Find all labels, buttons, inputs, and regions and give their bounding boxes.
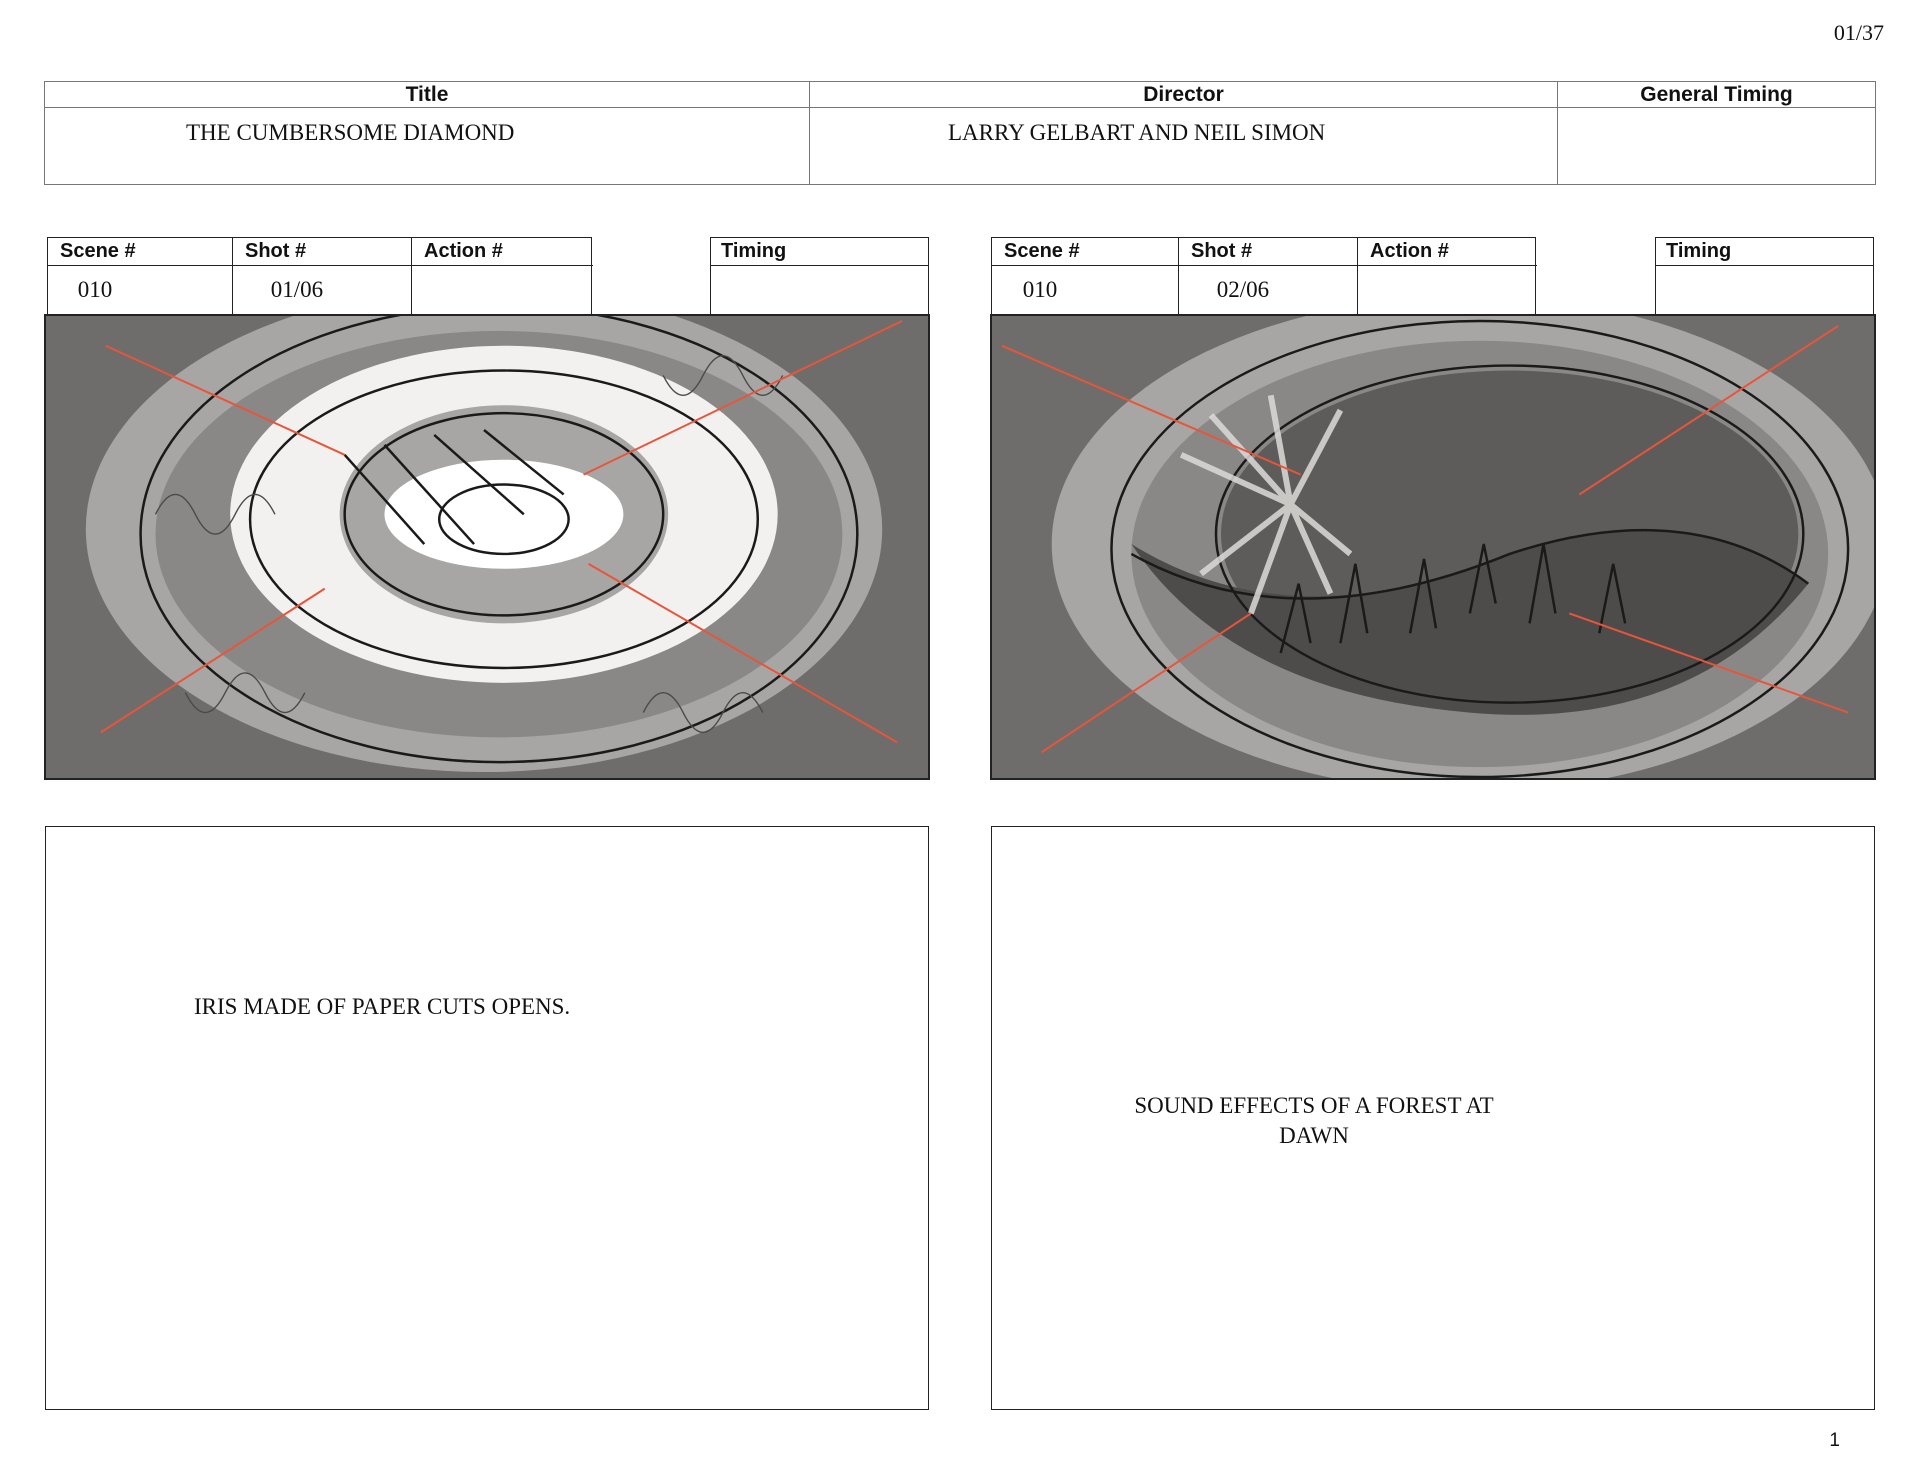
shot-cell xyxy=(232,238,411,315)
iris-opening-sketch xyxy=(992,316,1874,778)
general-timing-label: General Timing xyxy=(1558,82,1875,108)
title-value: THE CUMBERSOME DIAMOND xyxy=(186,120,515,145)
shot-info-table-2 xyxy=(991,237,1536,316)
timing-label: Timing xyxy=(1656,238,1873,266)
shot-label: Shot # xyxy=(1179,238,1357,266)
header-table xyxy=(44,81,1876,185)
director-column xyxy=(809,82,1557,184)
title-column xyxy=(45,82,809,184)
page-number: 1 xyxy=(1829,1430,1840,1451)
scene-cell xyxy=(48,238,232,315)
timing-label: Timing xyxy=(711,238,928,266)
action-note: IRIS MADE OF PAPER CUTS OPENS. xyxy=(194,994,571,1019)
timing-box-1 xyxy=(710,237,929,316)
scene-value: 010 xyxy=(77,277,113,302)
shot-info-table-1 xyxy=(47,237,592,316)
iris-closed-sketch xyxy=(46,316,928,778)
storyboard-frame-1 xyxy=(44,314,930,780)
scene-value: 010 xyxy=(1022,277,1058,302)
action-notes-box-2 xyxy=(991,826,1875,1410)
action-label: Action # xyxy=(1358,238,1537,266)
action-cell xyxy=(411,238,593,315)
action-cell xyxy=(1357,238,1537,315)
page-counter: 01/37 xyxy=(1833,20,1884,45)
general-timing-value xyxy=(1558,108,1875,120)
general-timing-column xyxy=(1557,82,1875,184)
title-label: Title xyxy=(45,82,809,108)
director-value: LARRY GELBART AND NEIL SIMON xyxy=(948,120,1326,145)
shot-cell xyxy=(1178,238,1357,315)
scene-cell xyxy=(992,238,1178,315)
timing-box-2 xyxy=(1655,237,1874,316)
shot-label: Shot # xyxy=(233,238,411,266)
director-label: Director xyxy=(810,82,1557,108)
shot-value: 01/06 xyxy=(270,277,324,302)
scene-label: Scene # xyxy=(992,238,1178,266)
action-notes-box-1 xyxy=(45,826,929,1410)
scene-label: Scene # xyxy=(48,238,232,266)
action-note: SOUND EFFECTS OF A FOREST AT DAWN xyxy=(1134,1093,1494,1148)
storyboard-frame-2 xyxy=(990,314,1876,780)
shot-value: 02/06 xyxy=(1216,277,1270,302)
action-label: Action # xyxy=(412,238,593,266)
